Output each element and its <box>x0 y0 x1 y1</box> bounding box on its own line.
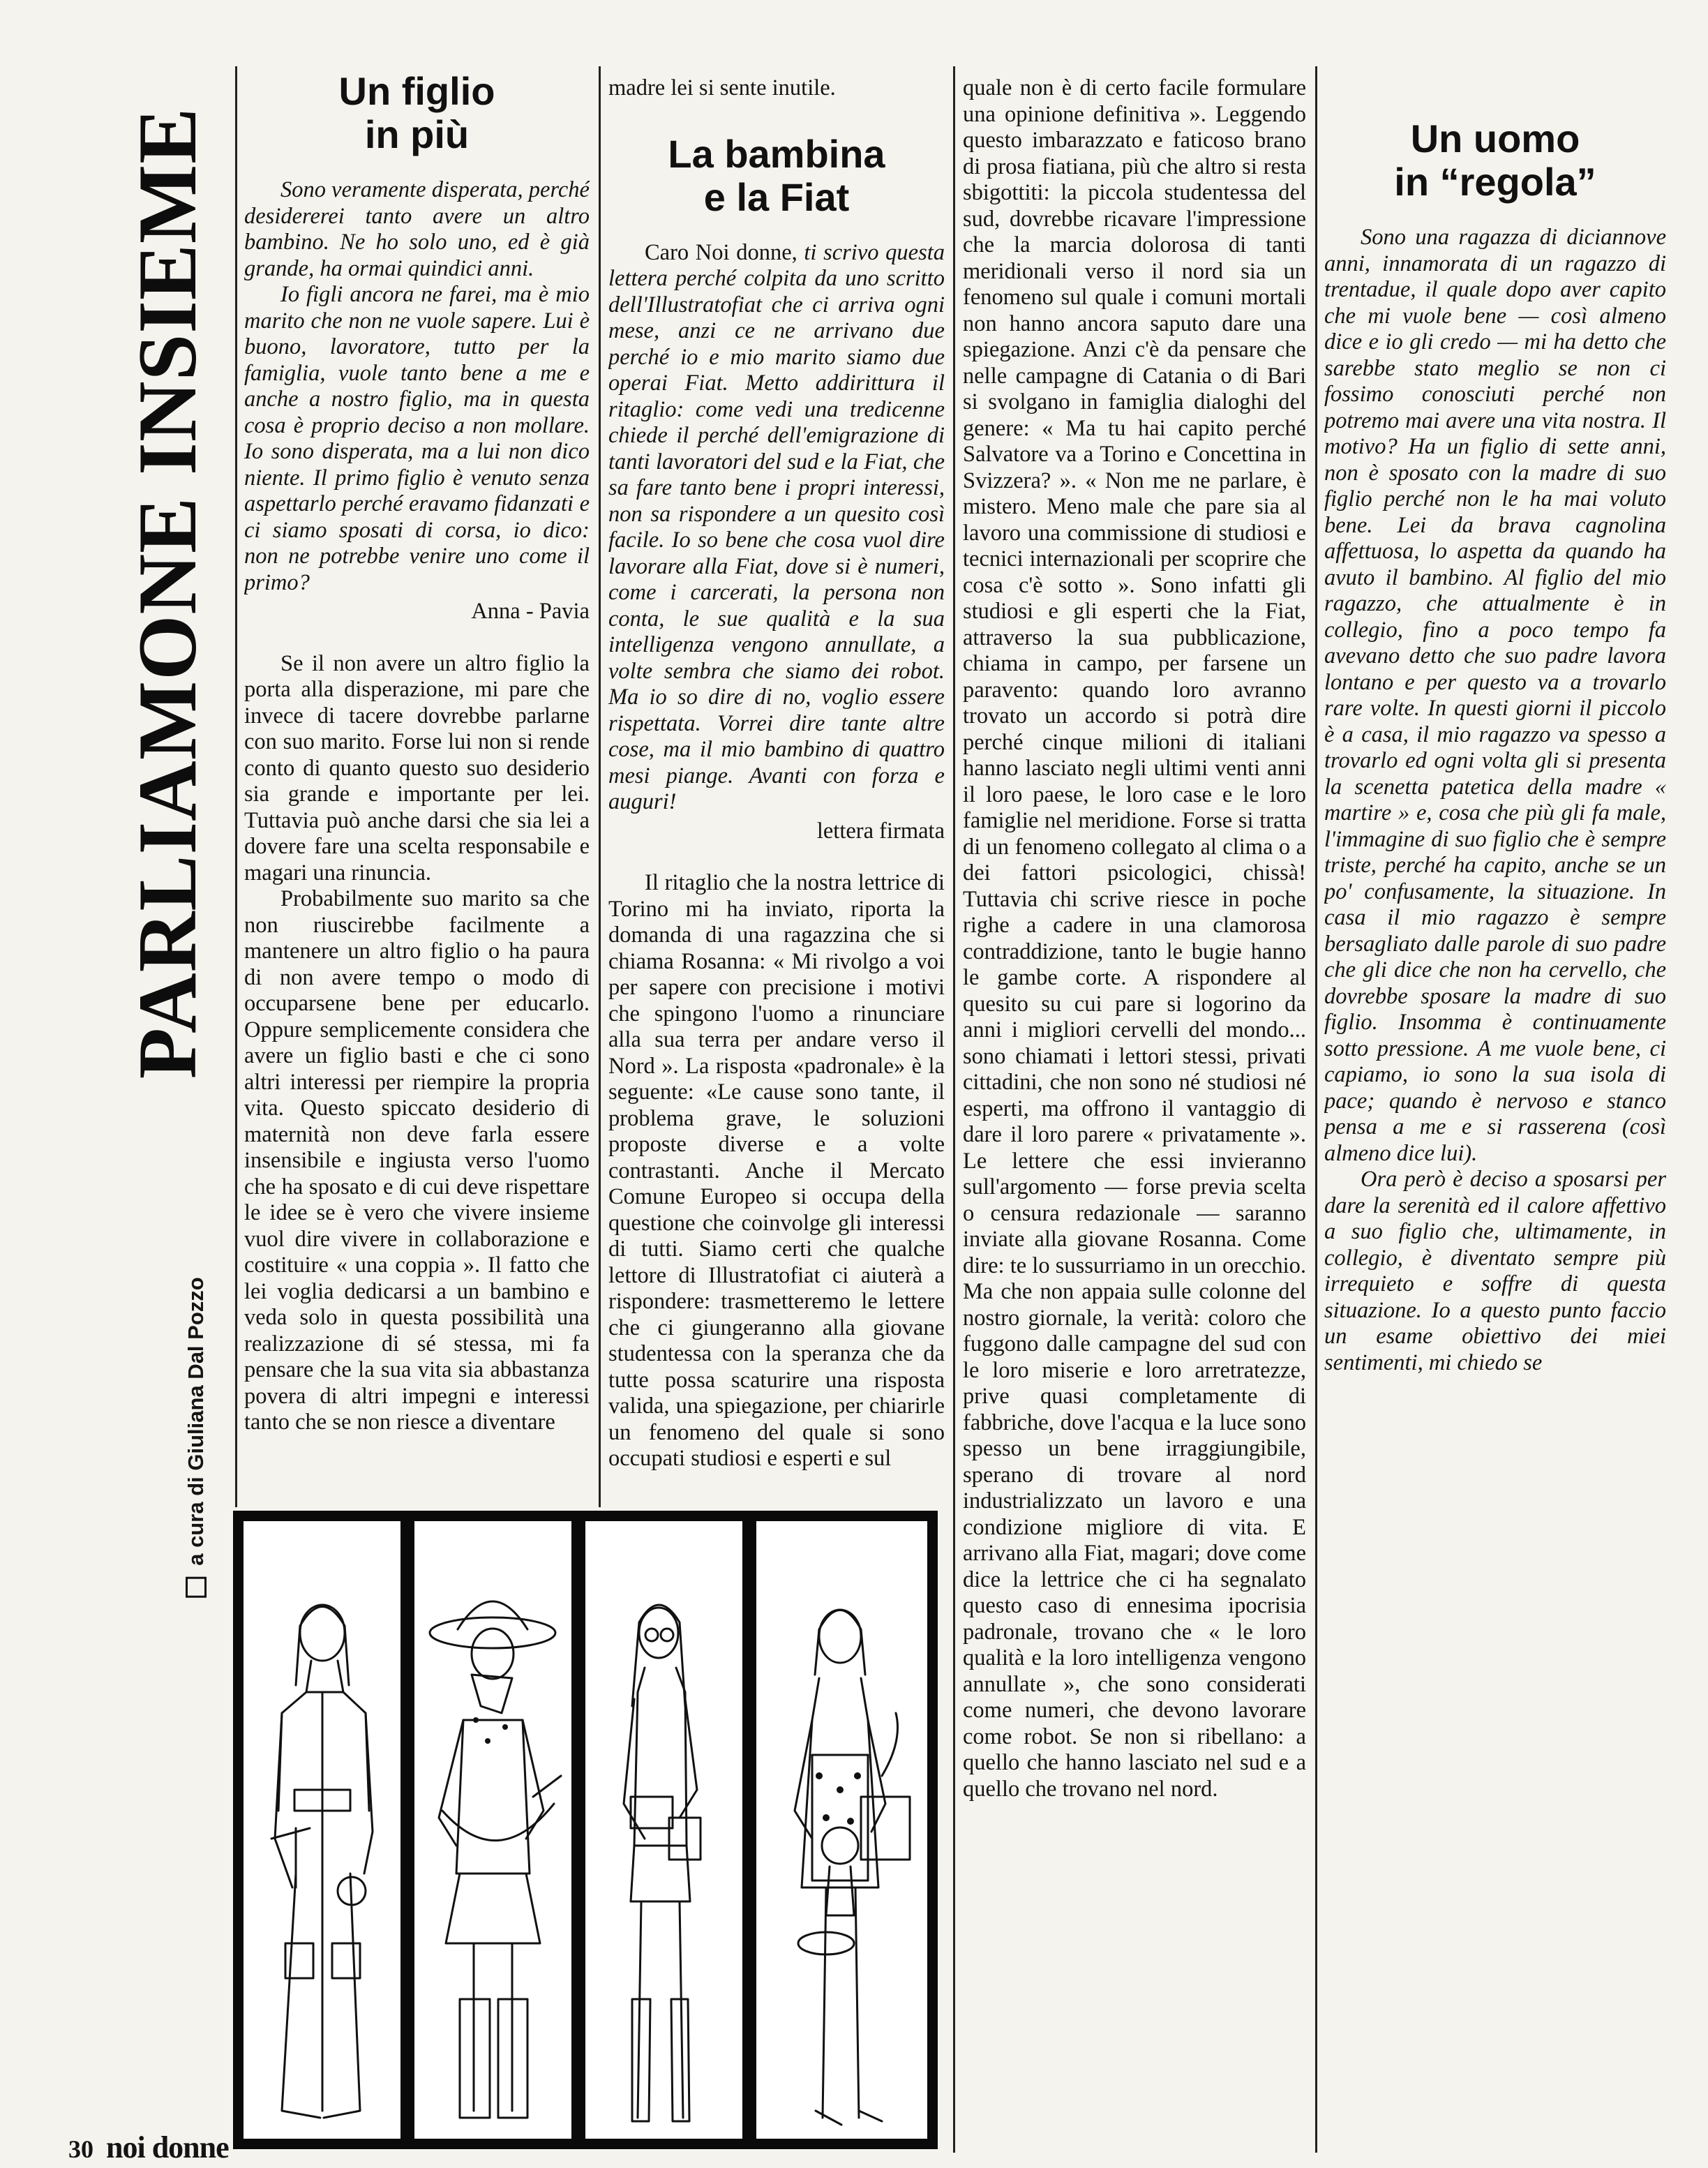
letter-text: ti scrivo questa lettera perché colpita da uno scritto dell'Illustratofiat che ci arriva ogni mese, anzi ce ne arrivano due perché io e mio marito siamo due operai Fiat. Metto addirittura il ritaglio: come vedi una tredicenne chiede il perché dell'emigrazione di tanti lavoratori del sud e la Fiat, che sa fare tanto bene i propri interessi, non sa rispondere a un quesito così facile. Io so bene che cosa vuol dire lavorare alla Fiat, dove si è numeri, come i carcerati, la persona non conta, le sue qualità e la sua intelligenza vengono annullate, a volte sembra che siamo dei robot. Ma io so dire di no, voglio essere rispettata. Vorrei dire tante altre cose, ma il mio bambino di quattro mesi piange. Avanti con forza e auguri! <box>608 239 945 814</box>
letter-signature: lettera firmata <box>816 818 945 844</box>
section-title: PARLIAMONE INSIEME <box>121 107 214 1079</box>
illustration <box>233 1511 938 2149</box>
page-footer <box>68 2130 229 2165</box>
column-rule <box>953 66 955 2153</box>
letter-signature: Anna - Pavia <box>471 599 590 624</box>
letter-salutation: Caro Noi donne, <box>645 239 797 265</box>
headline-3: Un uomo in “regola” <box>1394 117 1596 204</box>
answer-continued: madre lei si sente inutile. <box>608 75 836 100</box>
letter-paragraph: Sono una ragazza di diciannove anni, innamorata di un ragazzo di trentadue, il quale dopo aver capito che mi vuole bene — così almeno dice e io gli credo — mi ha detto che sarebbe stato meglio se non ci fossimo conosciuti perché non potremo mai avere una vita nostra. Il motivo? Ha un figlio di sette anni, non è sposato con la madre di suo figlio perché non le ha mai voluto bene. Lei da brava cagnolina affettuosa, lo aspetta da quando ha avuto il bambino. Al figlio del mio ragazzo, che attualmente è in collegio, fino a poco tempo fa avevano detto che suo padre lavora lontano e per questo va a trovarlo rare volte. In questi giorni il piccolo è a casa, il mio ragazzo va spesso a trovarlo ed ogni volta gli si presenta la scenetta patetica della madre « martire » e, cosa che più gli fa male, l'immagine di suo figlio che è sempre triste, perché ha capito, anche se un po' confusamente, la situazione. In casa il mio ragazzo è sempre bersagliato dalle parole di suo padre che gli dice che non ha cervello, che dovrebbe sposare la madre di suo figlio. Insomma è continuamente sotto pressione. A me vuole bene, ci capiamo, io sono la sua isola di pace; quando è nervoso e stanco pensa a me e si rasserena (così almeno dice lui). <box>1324 225 1666 1166</box>
section-spine <box>115 77 220 1109</box>
answer-paragraph: Il ritaglio che la nostra lettrice di Torino mi ha inviato, riporta la domanda di una ragazzina che si chiama Rosanna: « Mi rivolgo a voi per sapere con precisione i motivi che spingono l'uomo a rinunciare alla sua terra per andare verso il Nord ». La risposta «padronale» è la seguente: «Le cause sono tante, il problema grave, le soluzioni proposte diverse e a volte contrastanti. Anche il Mercato Comune Europeo si occupa della questione che coinvolge gli interessi di tutti. Siamo certi che qualche lettore di Illustratofiat ci aiuterà a rispondere: trasmetteremo le lettere che ci giungeranno alla giovane studentessa con la speranza che da tutte possa scaturire una risposta valida, una spiegazione, per chiarirle un fenomeno del quale si sono occupati studiosi e esperti e sul <box>608 870 945 1471</box>
letter-paragraph <box>608 240 945 816</box>
panel-mother <box>756 1521 927 2139</box>
page-number: 30 <box>68 2135 93 2163</box>
letter-paragraph: Ora però è deciso a sposarsi per dare la serenità ed il calore affettivo a suo figlio che, ultimamente, in collegio, è diventato sempre più irrequieto e soffre di questa situazione. Io a questo punto faccio un esame obiettivo dei miei sentimenti, mi chiedo se <box>1324 1167 1666 1375</box>
letter-paragraph: Io figli ancora ne farei, ma è mio marito che non ne vuole sapere. Lui è buono, lavoratore, tutto per la famiglia, vuole tanto bene a me e anche a nostro figlio, ma in questa cosa è proprio deciso a non mollare. Io sono disperata, ma a lui non dico niente. Il primo figlio è venuto senza aspettarlo perché eravamo fidanzati e ci siamo sposati di corsa, io dico: non ne potrebbe venire uno come il primo? <box>244 282 590 595</box>
panel-farmer <box>414 1521 571 2139</box>
column-3 <box>963 75 1306 2158</box>
magazine-name: noi donne <box>106 2130 229 2165</box>
column-2 <box>608 75 945 1471</box>
illustration-panels <box>233 1511 938 2149</box>
column-4 <box>1324 75 1666 2158</box>
column-1 <box>244 70 590 1465</box>
answer-paragraph: Se il non avere un altro figlio la porta alla disperazione, mi pare che invece di tacere dovrebbe parlarne con suo marito. Forse lui non si rende conto di quanto questo suo desiderio sia grande e importante per lei. Tuttavia può anche darsi che sia lei a dovere fare una scelta responsabile e magari una rinuncia. <box>244 650 590 885</box>
byline-text: a cura di Giuliana Dal Pozzo <box>183 1277 208 1566</box>
byline <box>183 1277 209 1597</box>
headline-2: La bambina e la Fiat <box>668 131 885 219</box>
column-rule <box>1315 66 1317 2153</box>
answer-continued: quale non è di certo facile formulare una opinione definitiva ». Leggendo questo imbarazzato e faticoso brano di prosa fiatiana, più che altro si resta sbigottiti: la piccola studentessa del sud, dovrebbe ricavare l'impressione che la marcia dolorosa di tanti meridionali verso il nord sia un fenomeno sul quale i comuni mortali non hanno ancora saputo dare una spiegazione. Anzi c'è da pensare che nelle campagne di Catania o di Bari si svolgano in famiglia dialoghi del genere: « Ma tu hai capito perché Salvatore va a Torino e Concettina in Svizzera? ». « Non me ne parlare, è mistero. Meno male che pare sia al lavoro una commissione di studiosi e tecnici internazionali per scoprire che cosa c'è sotto ». Sono infatti gli studiosi e gli esperti che la Fiat, attraverso la sua pubblicazione, chiama in campo, per farsene un paravento: quando loro avranno trovato un accordo si potrà dire perché cinque milioni di italiani hanno lasciato negli ultimi venti anni il loro paese, le loro case e le loro famiglie nel meridione. Forse si tratta di un fenomeno collegato al clima o a dei fattori psicologici, chissà! Tuttavia chi scrive riesce in poche righe a cadere in una clamorosa contraddizione, tanto le bugie hanno le gambe corte. A rispondere al quesito su cui pare si logorino da anni i migliori cervelli del mondo... sono chiamati i lettori stessi, privati cittadini, che non sono né studiosi né esperti, ma offrono il vantaggio di dare il loro parere « privatamente ». Le lettere che essi invieranno sull'argomento — forse previa scelta o censura redazionale — saranno inviate alla giovane Rosanna. Come dire: te lo sussurriamo in un orecchio. Ma che non appaia sulle colonne del nostro giornale, la verità: coloro che fuggono dalle campagne del sud con le loro miserie e loro arretratezze, prive quasi completamente di fabbriche, dove l'acqua e la luce sono spesso un bene irraggiungibile, sperano di trovare al nord industrializzato un lavoro e una condizione migliore di vita. E arrivano alla Fiat, magari; dove come dice la lettrice che ci ha segnalato questo caso di ennesima ipocrisia padronale, trovano che « le loro qualità e la loro intelligenza vengono annullate », che sono considerati come numeri, che devono lavorare come robot. Se non si ribellano: a quello che hanno lasciato nel sud e a quello che trovano nel nord. <box>963 75 1306 1802</box>
headline-1: Un figlio in più <box>338 70 495 156</box>
panel-student <box>585 1521 742 2139</box>
column-rule <box>599 66 601 1507</box>
column-rule <box>235 66 237 1507</box>
answer-paragraph: Probabilmente suo marito sa che non riuscirebbe facilmente a mantenere un altro figlio o ha paura di non avere tempo o modo di occuparsene bene per educarlo. Oppure semplicemente considera che avere un figlio basti e che ci sono altri interessi per riempire la propria vita. Questo spiccato desiderio di maternità non deve farla essere insensibile e ingiusta verso l'uomo che ha sposato e di cui deve rispettare le idee se è vero che vivere insieme vuol dire vivere in collaborazione e costituire « una coppia ». Il fatto che lei voglia dedicarsi a un bambino e veda solo in questa possibilità una realizzazione di sé stessa, mi fa pensare che la sua vita sia abbastanza povera di altri impegni e interessi tanto che se non riesce a diventare <box>244 886 590 1435</box>
byline-box <box>186 1577 207 1598</box>
letter-paragraph: Sono veramente disperata, perché desidererei tanto avere un altro bambino. Ne ho solo uno, ed è già grande, ha ormai quindici anni. <box>244 177 590 281</box>
